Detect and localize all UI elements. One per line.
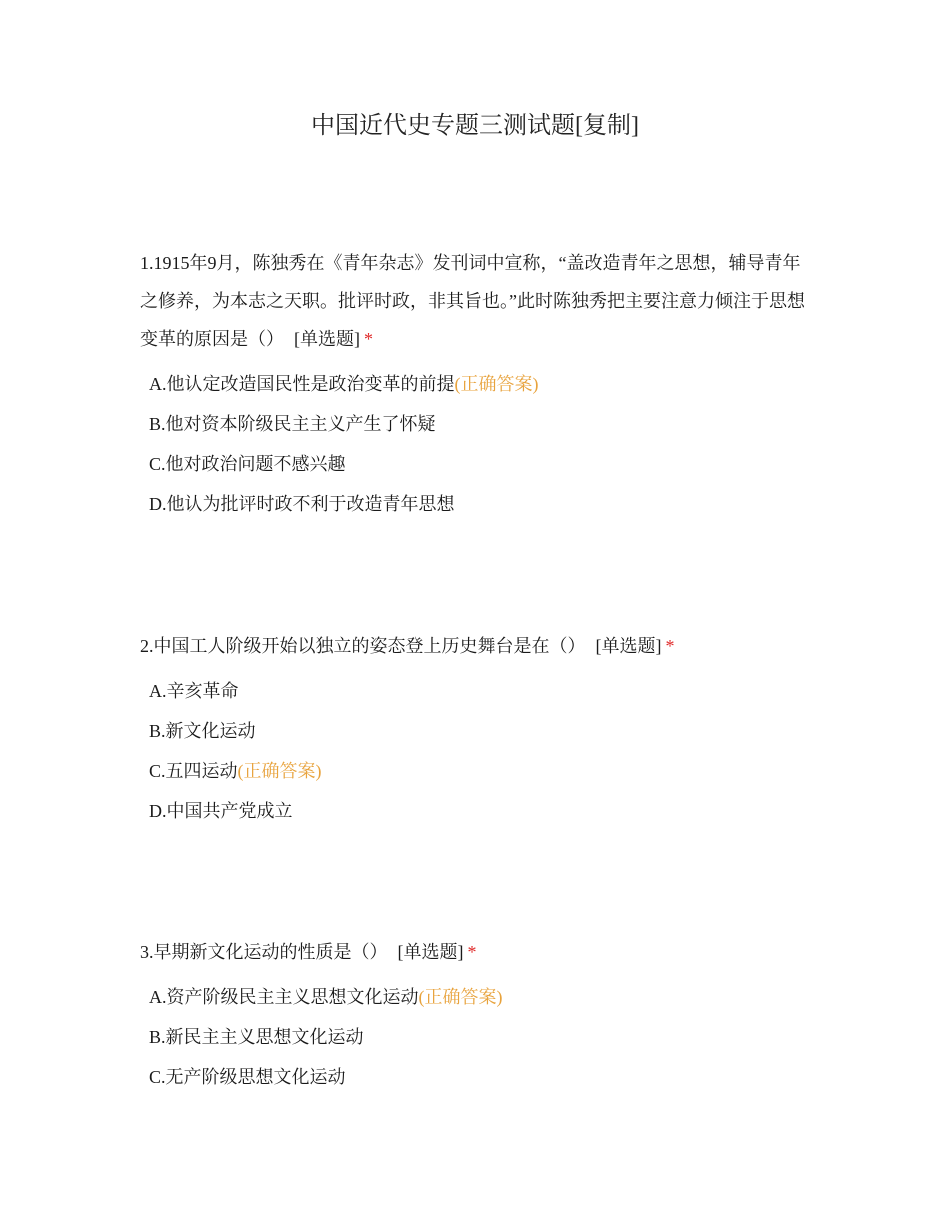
option-text: B.他对资本阶级民主主义产生了怀疑	[149, 414, 436, 434]
option-d[interactable]	[149, 791, 810, 831]
option-text: B.新文化运动	[149, 721, 256, 741]
option-text: D.中国共产党成立	[149, 801, 293, 821]
option-a[interactable]	[149, 671, 810, 711]
option-c[interactable]	[149, 1057, 810, 1097]
option-d[interactable]	[149, 484, 810, 524]
option-text: D.他认为批评时政不利于改造青年思想	[149, 494, 455, 514]
required-marker: *	[364, 329, 373, 349]
option-text: C.五四运动	[149, 761, 238, 781]
required-marker: *	[467, 942, 477, 962]
option-a[interactable]	[149, 364, 810, 404]
required-marker: *	[665, 636, 675, 656]
option-b[interactable]	[149, 404, 810, 444]
option-text: A.他认定改造国民性是政治变革的前提	[149, 374, 455, 394]
option-c[interactable]	[149, 751, 810, 791]
option-text: C.无产阶级思想文化运动	[149, 1067, 346, 1087]
question-3	[140, 933, 810, 1097]
correct-answer-label: (正确答案)	[418, 987, 503, 1007]
option-b[interactable]	[149, 711, 810, 751]
option-list	[140, 364, 810, 524]
page-title: 中国近代史专题三测试题[复制]	[311, 113, 639, 139]
option-text: B.新民主主义思想文化运动	[149, 1027, 364, 1047]
question-1	[140, 244, 810, 524]
option-c[interactable]	[149, 444, 810, 484]
option-b[interactable]	[149, 1017, 810, 1057]
question-text: 2.中国工人阶级开始以独立的姿态登上历史舞台是在（）	[140, 636, 586, 656]
question-type-label: [单选题]	[397, 942, 464, 962]
question-stem	[140, 244, 810, 358]
option-text: C.他对政治问题不感兴趣	[149, 454, 346, 474]
question-stem	[140, 933, 810, 971]
option-list	[140, 671, 810, 831]
question-text: 1.1915年9月，陈独秀在《青年杂志》发刊词中宣称，“盖改造青年之思想，辅导青年之修养，为本志之天职。批评时政，非其旨也。”此时陈独秀把主要注意力倾注于思想变革的原因是（）	[140, 253, 805, 349]
question-type-label: [单选题]	[294, 329, 360, 349]
option-list	[140, 977, 810, 1097]
correct-answer-label: (正确答案)	[237, 761, 322, 781]
option-a[interactable]	[149, 977, 810, 1017]
question-text: 3.早期新文化运动的性质是（）	[140, 942, 388, 962]
question-2	[140, 627, 810, 831]
correct-answer-label: (正确答案)	[454, 374, 539, 394]
option-text: A.资产阶级民主主义思想文化运动	[149, 987, 419, 1007]
question-type-label: [单选题]	[595, 636, 662, 656]
option-text: A.辛亥革命	[149, 681, 239, 701]
question-stem	[140, 627, 810, 665]
